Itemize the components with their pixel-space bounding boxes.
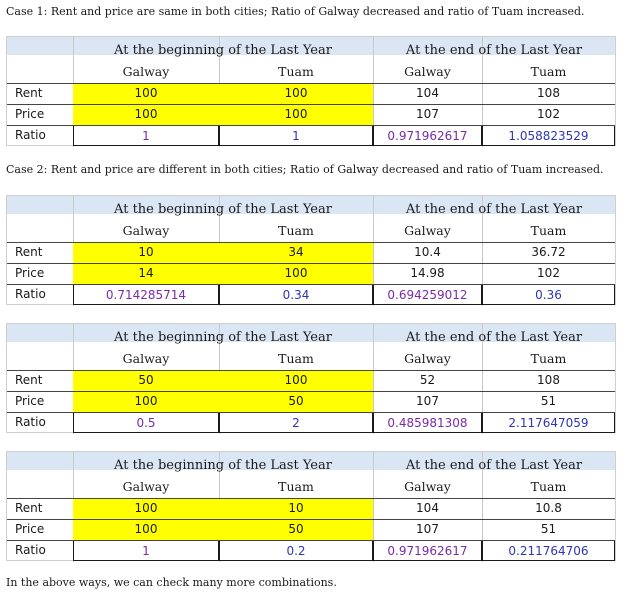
row-label-price: Price: [15, 107, 45, 121]
case2-caption: Case 2: Rent and price are different in both cities; Ratio of Galway decreased and ratio of Tuam increased.: [6, 163, 604, 176]
header-end: At the end of the Last Year: [405, 202, 583, 217]
row-divider: [7, 391, 615, 392]
end-tuam-ratio-cell: 2.117647059: [482, 412, 615, 433]
begin-tuam-rent-cell: 10: [219, 498, 373, 519]
row-label-ratio: Ratio: [15, 287, 46, 301]
begin-galway-price-cell: 100: [73, 391, 219, 412]
header-beginning: At the beginning of the Last Year: [114, 330, 332, 345]
end-galway-rent-cell: 104: [416, 86, 439, 100]
subheader-galway: Galway: [404, 223, 451, 238]
end-tuam-price-cell: 51: [540, 394, 557, 408]
subheader-tuam: Tuam: [278, 223, 314, 238]
subheader-tuam: Tuam: [530, 223, 567, 238]
data-table-1: [6, 36, 616, 146]
row-divider: [7, 412, 615, 413]
begin-tuam-ratio-cell: 1: [219, 125, 373, 146]
subheader-tuam: Tuam: [530, 64, 567, 79]
subheader-galway: Galway: [122, 223, 170, 238]
data-table-2: [6, 195, 616, 305]
header-beginning: At the beginning of the Last Year: [114, 458, 332, 473]
row-divider: [7, 540, 615, 541]
row-divider: [7, 263, 615, 264]
end-galway-rent-cell: 52: [419, 373, 436, 387]
row-label-ratio: Ratio: [15, 415, 46, 429]
row-divider: [7, 370, 615, 371]
begin-tuam-price-cell: 50: [219, 519, 373, 540]
data-table-3: [6, 323, 616, 433]
begin-galway-ratio-cell: 1: [73, 540, 219, 561]
begin-tuam-price-cell: 100: [219, 104, 373, 125]
row-label-rent: Rent: [15, 373, 43, 387]
begin-tuam-ratio-cell: 0.34: [219, 284, 373, 305]
row-label-price: Price: [15, 266, 45, 280]
end-galway-ratio-cell: 0.971962617: [373, 125, 482, 146]
subheader-tuam: Tuam: [530, 479, 567, 494]
footer-note: In the above ways, we can check many more combinations.: [6, 576, 337, 589]
row-divider: [7, 498, 615, 499]
begin-tuam-ratio-cell: 2: [219, 412, 373, 433]
end-tuam-price-cell: 102: [537, 107, 560, 121]
header-beginning: At the beginning of the Last Year: [114, 43, 332, 58]
subheader-tuam: Tuam: [278, 351, 314, 366]
end-galway-rent-cell: 10.4: [414, 245, 441, 259]
begin-tuam-price-cell: 50: [219, 391, 373, 412]
case1-caption: Case 1: Rent and price are same in both cities; Ratio of Galway decreased and ratio of Tuam increased.: [6, 5, 585, 18]
begin-galway-rent-cell: 50: [73, 370, 219, 391]
end-tuam-price-cell: 102: [537, 266, 560, 280]
end-galway-price-cell: 107: [416, 107, 439, 121]
header-beginning: At the beginning of the Last Year: [114, 202, 332, 217]
begin-galway-ratio-cell: 0.714285714: [73, 284, 219, 305]
end-galway-ratio-cell: 0.485981308: [373, 412, 482, 433]
begin-galway-rent-cell: 10: [73, 242, 219, 263]
end-galway-ratio-cell: 0.694259012: [373, 284, 482, 305]
header-end: At the end of the Last Year: [405, 330, 583, 345]
row-divider: [7, 104, 615, 105]
end-tuam-rent-cell: 10.8: [535, 501, 562, 515]
subheader-galway: Galway: [404, 64, 451, 79]
end-tuam-rent-cell: 108: [537, 86, 560, 100]
end-tuam-rent-cell: 108: [537, 373, 560, 387]
begin-tuam-rent-cell: 100: [219, 370, 373, 391]
row-label-price: Price: [15, 522, 45, 536]
row-divider: [7, 242, 615, 243]
begin-tuam-rent-cell: 34: [219, 242, 373, 263]
subheader-galway: Galway: [122, 351, 170, 366]
begin-galway-ratio-cell: 0.5: [73, 412, 219, 433]
begin-tuam-rent-cell: 100: [219, 83, 373, 104]
header-end: At the end of the Last Year: [405, 458, 583, 473]
row-divider: [7, 125, 615, 126]
subheader-galway: Galway: [122, 479, 170, 494]
row-label-rent: Rent: [15, 245, 43, 259]
end-tuam-ratio-cell: 1.058823529: [482, 125, 615, 146]
subheader-tuam: Tuam: [278, 479, 314, 494]
end-galway-price-cell: 107: [416, 522, 439, 536]
row-label-rent: Rent: [15, 86, 43, 100]
subheader-galway: Galway: [404, 351, 451, 366]
begin-tuam-price-cell: 100: [219, 263, 373, 284]
end-galway-price-cell: 14.98: [410, 266, 445, 280]
subheader-tuam: Tuam: [278, 64, 314, 79]
end-tuam-rent-cell: 36.72: [531, 245, 566, 259]
row-label-ratio: Ratio: [15, 128, 46, 142]
subheader-galway: Galway: [122, 64, 170, 79]
row-label-rent: Rent: [15, 501, 43, 515]
end-galway-ratio-cell: 0.971962617: [373, 540, 482, 561]
subheader-tuam: Tuam: [530, 351, 567, 366]
row-divider: [7, 83, 615, 84]
row-label-ratio: Ratio: [15, 543, 46, 557]
begin-galway-price-cell: 100: [73, 104, 219, 125]
data-table-4: [6, 451, 616, 561]
subheader-galway: Galway: [404, 479, 451, 494]
begin-galway-rent-cell: 100: [73, 83, 219, 104]
row-divider: [7, 519, 615, 520]
end-tuam-price-cell: 51: [540, 522, 557, 536]
begin-galway-price-cell: 14: [73, 263, 219, 284]
end-galway-price-cell: 107: [416, 394, 439, 408]
header-end: At the end of the Last Year: [405, 43, 583, 58]
end-galway-rent-cell: 104: [416, 501, 439, 515]
begin-tuam-ratio-cell: 0.2: [219, 540, 373, 561]
begin-galway-rent-cell: 100: [73, 498, 219, 519]
row-label-price: Price: [15, 394, 45, 408]
begin-galway-ratio-cell: 1: [73, 125, 219, 146]
end-tuam-ratio-cell: 0.211764706: [482, 540, 615, 561]
row-divider: [7, 284, 615, 285]
begin-galway-price-cell: 100: [73, 519, 219, 540]
end-tuam-ratio-cell: 0.36: [482, 284, 615, 305]
